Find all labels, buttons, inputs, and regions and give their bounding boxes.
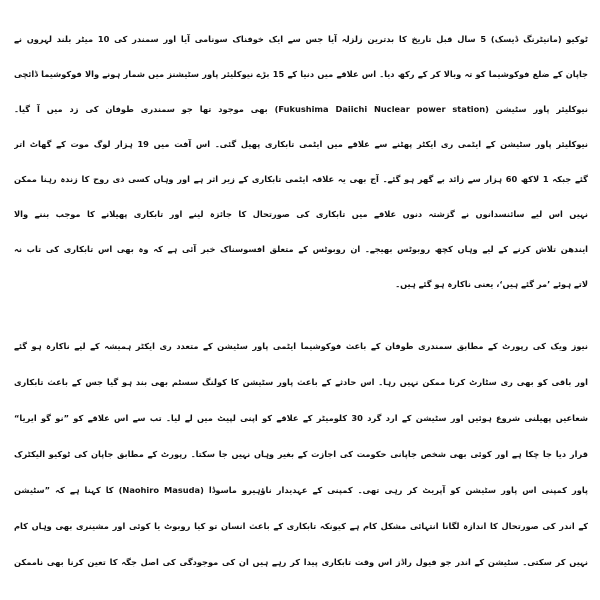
paragraph-line: شعاعیں پھیلنی شروع ہوئیں اور سٹیشن کے ارد گرد 30 کلومیٹر کے علاقے کو اپنی لپیٹ میں لے لیا۔ تب سے اس علاقے کو ”نو گو ایریا“ bbox=[14, 413, 588, 423]
paragraph-line: نہیں اس لیے سائنسدانوں نے گزشتہ دنوں علاقے میں تابکاری کی صورتحال کا جائزہ لینے اور تابکاری پھیلانے کا موجب بننے والا bbox=[14, 209, 588, 219]
paragraph-line: نیوکلیئر پاور سٹیشن کے ایٹمی ری ایکٹر پھٹنے سے علاقے میں ایٹمی تابکاری پھیل گئی۔ اس آفت میں 19 ہزار لوگ موت کے گھاٹ اتر bbox=[14, 139, 588, 149]
paragraph-line: نیوز ویک کی رپورٹ کے مطابق سمندری طوفان کے باعث فوکوشیما ایٹمی پاور سٹیشن کے متعدد ری ایکٹر ہمیشہ کے لیے ناکارہ ہو گئے bbox=[14, 341, 588, 351]
paragraph-line: قرار دیا جا چکا ہے اور کوئی بھی شخص جاپانی حکومت کی اجازت کے بغیر وہاں نہیں جا سکتا۔ رپورٹ کے مطابق جاپان کی ٹوکیو الیکٹرک bbox=[14, 449, 588, 459]
paragraph-line: اور باقی کو بھی ری سٹارٹ کرنا ممکن نہیں رہا۔ اس حادثے کے باعث پاور سٹیشن کا کولنگ سسٹم بھی بند ہو گیا جس کے باعث تابکاری bbox=[14, 377, 588, 387]
article-paragraph bbox=[14, 22, 588, 302]
paragraph-line: نہیں کر سکتی۔ سٹیشن کے اندر جو فیول راڈز اس وقت تابکاری پیدا کر رہے ہیں ان کی موجودگی کی اصل جگہ کا تعین کرنا بھی ناممکن bbox=[14, 557, 588, 567]
paragraph-line: ایندھن تلاش کرنے کے لیے وہاں کچھ روبوٹس بھیجے۔ ان روبوٹس کے متعلق افسوسناک خبر آئی ہے کہ وہ بھی اس تابکاری کی تاب نہ bbox=[14, 244, 588, 254]
paragraph-line: پاور کمپنی اس پاور سٹیشن کو آپریٹ کر رہی تھی۔ کمپنی کے عہدیدار ناؤہیرو ماسوڈا (Naohiro Masuda) کا کہنا ہے کہ ”سٹیشن bbox=[14, 485, 588, 495]
paragraph-line: لاتے ہوئے ’مر گئے ہیں‘، یعنی ناکارہ ہو گئے ہیں۔ bbox=[395, 279, 588, 289]
paragraph-line: کے اندر کی صورتحال کا اندازہ لگانا انتہائی مشکل کام ہے کیونکہ تابکاری کے باعث انسان تو کیا روبوٹ یا کوئی اور مشینری بھی وہاں کام bbox=[14, 521, 588, 531]
paragraph-line: گئے جبکہ 1 لاکھ 60 ہزار سے زائد بے گھر ہو گئے۔ آج بھی یہ علاقہ ایٹمی تابکاری کے زیر اثر ہے اور وہاں کسی ذی روح کا زندہ رہنا ممکن bbox=[14, 174, 588, 184]
paragraph-line: نیوکلیئر پاور سٹیشن (Fukushima Daiichi Nuclear power station) بھی موجود تھا جو سمندری طوفان کی زد میں آ گیا۔ bbox=[14, 104, 588, 114]
paragraph-line: جاپان کے ضلع فوکوشیما کو تہ وبالا کر کے رکھ دیا۔ اس علاقے میں دنیا کے 15 بڑے نیوکلیئر پاور سٹیشنز میں شمار ہونے والا فوکوشیما ڈائچی bbox=[14, 69, 588, 79]
paragraph-line: ٹوکیو (مانیٹرنگ ڈیسک) 5 سال قبل تاریخ کا بدترین زلزلہ آیا جس سے ایک خوفناک سونامی آیا اور سمندر کی 10 میٹر بلند لہروں نے bbox=[14, 34, 588, 44]
article-paragraph bbox=[14, 328, 588, 580]
